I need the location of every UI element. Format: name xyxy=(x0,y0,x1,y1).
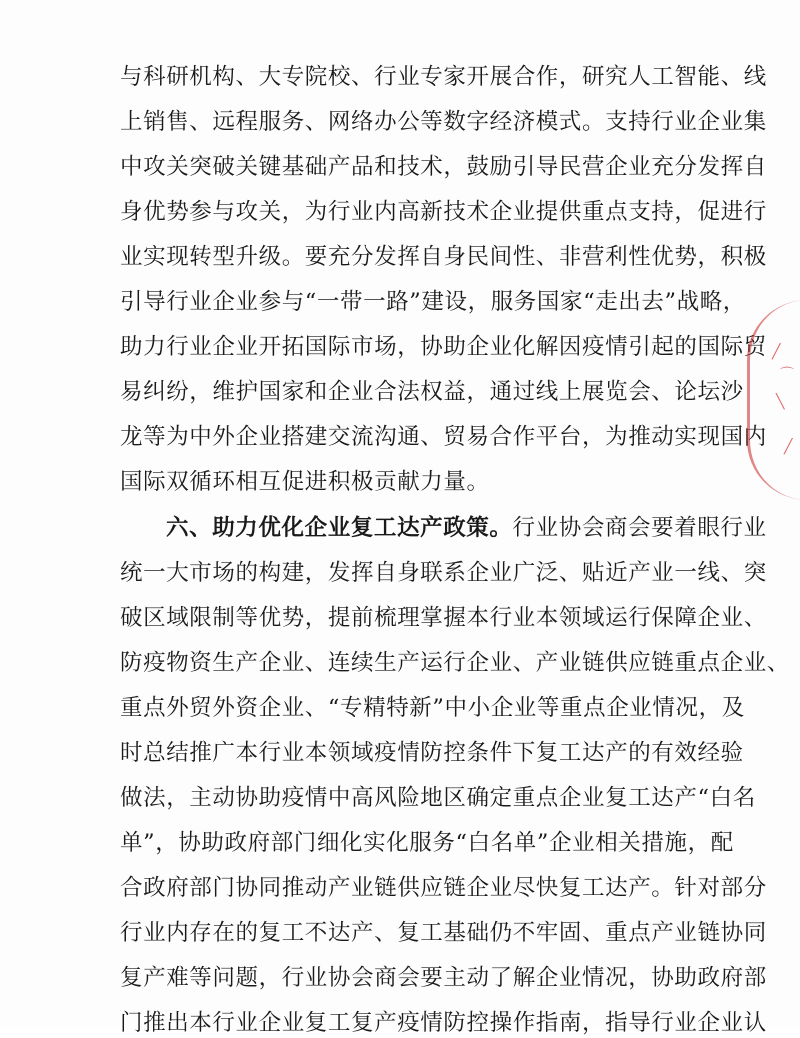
section-6-line-7: 做法，主动协助疫情中高风险地区确定重点企业复工达产“白名 xyxy=(120,785,756,811)
section-6-first-line xyxy=(166,513,767,543)
text-line-1: 与科研机构、大专院校、行业专家开展合作，研究人工智能、线 xyxy=(120,64,767,90)
section-6-line-9: 合政府部门协同推动产业链供应链企业尽快复工达产。针对部分 xyxy=(120,875,767,901)
section-6-first-line-text: 行业协会商会要着眼行业 xyxy=(512,515,767,541)
section-6-line-2: 统一大市场的构建，发挥自身联系企业广泛、贴近产业一线、突 xyxy=(120,560,767,586)
red-seal-edge xyxy=(747,300,800,500)
text-line-3: 中攻关突破关键基础产品和技术，鼓励引导民营企业充分发挥自 xyxy=(120,154,767,180)
text-line-2: 上销售、远程服务、网络办公等数字经济模式。支持行业企业集 xyxy=(120,109,767,135)
section-6-line-4: 防疫物资生产企业、连续生产运行企业、产业链供应链重点企业、 xyxy=(120,650,790,676)
text-line-8: 易纠纷，维护国家和企业合法权益，通过线上展览会、论坛沙 xyxy=(120,379,744,405)
section-6-line-12: 门推出本行业企业复工复产疫情防控操作指南，指导行业企业认 xyxy=(120,1010,767,1036)
section-6-line-3: 破区域限制等优势，提前梳理掌握本行业本领域运行保障企业、 xyxy=(120,605,767,631)
seal-mark-4: ╱ xyxy=(784,439,793,455)
text-line-10: 国际双循环相互促进积极贡献力量。 xyxy=(120,469,490,495)
section-6-heading: 六、助力优化企业复工达产政策。 xyxy=(166,515,513,541)
seal-mark-2: ⌒ xyxy=(780,367,794,383)
text-line-9: 龙等为中外企业搭建交流沟通、贸易合作平台，为推动实现国内 xyxy=(120,424,767,450)
text-line-7: 助力行业企业开拓国际市场，协助企业化解因疫情引起的国际贸 xyxy=(120,334,767,360)
seal-mark-1: ╱ xyxy=(772,344,781,360)
section-6-line-11: 复产难等问题，行业协会商会要主动了解企业情况，协助政府部 xyxy=(120,965,767,991)
section-6-line-5: 重点外贸外资企业、“专精特新”中小企业等重点企业情况，及 xyxy=(120,695,745,721)
seal-mark-3: ╲ xyxy=(776,394,785,410)
text-line-5: 业实现转型升级。要充分发挥自身民间性、非营利性优势，积极 xyxy=(120,244,767,270)
text-line-6: 引导行业企业参与“一带一路”建设，服务国家“走出去”战略， xyxy=(120,289,746,315)
section-6-line-10: 行业内存在的复工不达产、复工基础仍不牢固、重点产业链协同 xyxy=(120,920,767,946)
section-6-line-8: 单”，协助政府部门细化实化服务“白名单”企业相关措施，配 xyxy=(120,830,734,856)
text-line-4: 身优势参与攻关，为行业内高新技术企业提供重点支持，促进行 xyxy=(120,199,767,225)
section-6-line-6: 时总结推广本行业本领域疫情防控条件下复工达产的有效经验 xyxy=(120,740,744,766)
